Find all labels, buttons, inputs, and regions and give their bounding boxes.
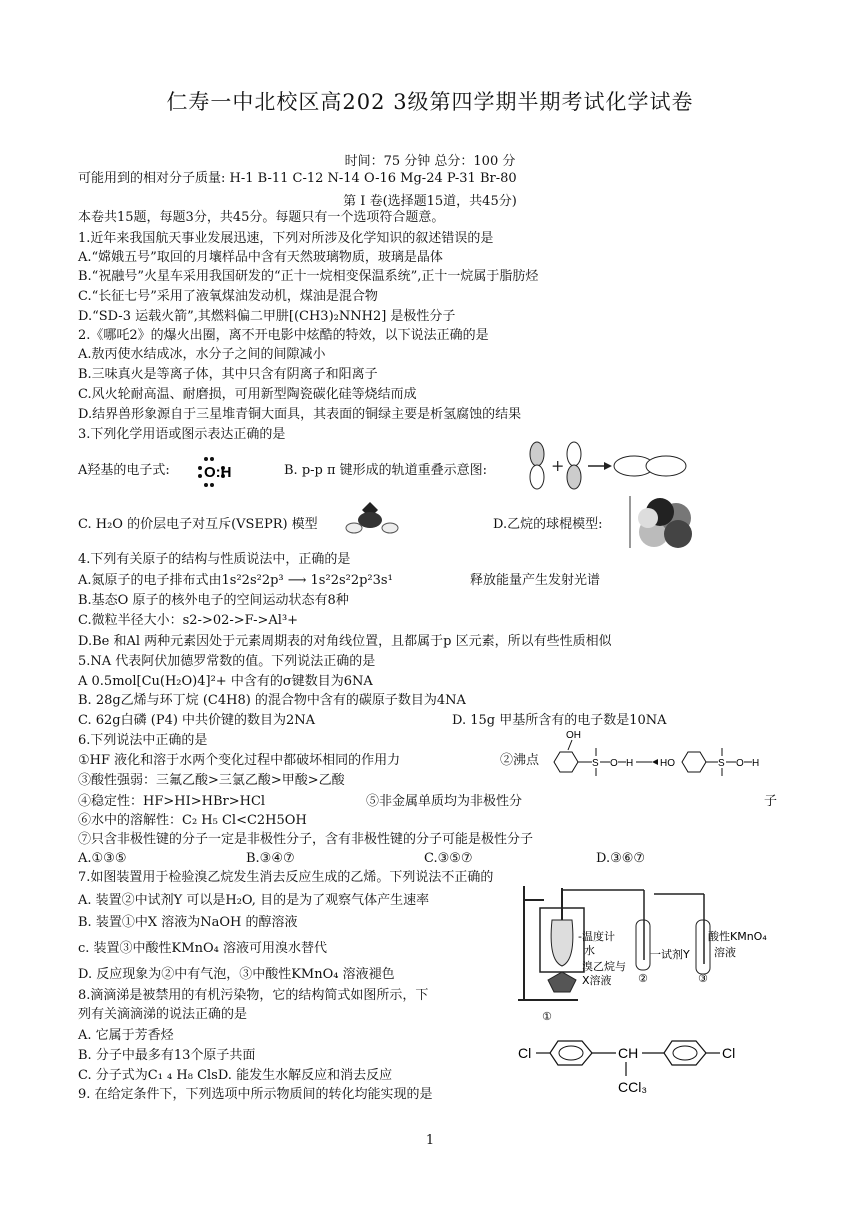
q1-option-c: C.“长征七号”采用了液氧煤油发动机，煤油是混合物 [78,289,378,304]
q4-option-c: C.微粒半径大小：s2->02->F->Al³+ [78,613,299,628]
q5-option-b: B. 28g乙烯与环丁烷 (C4H8) 的混合物中含有的碳原子数目为4NA [78,693,466,708]
q6-option-b: B.③④⑦ [246,851,295,866]
ddt-cl-right: Cl [722,1045,736,1061]
q6-statement-2: ②沸点 [500,753,540,768]
q6-stem: 6.下列说法中正确的是 [78,733,208,748]
apparatus-number-3: ③ [698,972,708,985]
time-total: 时间：75 分钟 总分：100 分 [344,154,516,169]
q6-statement-7: ⑦只含非极性键的分子一定是非极性分子，含有非极性键的分子可能是极性分子 [78,832,534,847]
q3-option-c: C. H₂O 的价层电子对互斥(VSEPR) 模型 [78,517,318,532]
q7-stem: 7.如图装置用于检验溴乙烷发生消去反应生成的乙烯。下列说法不正确的 [78,870,494,885]
q5-option-a: A 0.5mol[Cu(H₂O)4]²+ 中含有的σ键数目为6NA [78,674,373,689]
q4-option-a: A.氮原子的电子排布式由1s²2s²2p³ ⟶ 1s²2s²2p²3s¹ [78,573,393,588]
q1-option-b: B.“祝融号”火星车采用我国研发的“正十一烷相变保温系统”,正十一烷属于脂肪烃 [78,269,539,284]
apparatus-thermometer-label: -温度计 [578,930,615,943]
q8-stem-line-1: 8.滴滴涕是被禁用的有机污染物，它的结构简式如图所示，下 [78,988,429,1003]
q6-statement-5: ⑤非金属单质均为非极性分 [366,794,523,809]
apparatus-kmno4-label: 酸性KMnO₄ [708,930,767,943]
left-s-label: S [592,758,599,769]
q3-stem: 3.下列化学用语或图示表达正确的是 [78,427,286,442]
left-oh-label: OH [566,730,581,741]
q1-option-d: D.“SD-3 运载火箭”,其燃料偏二甲肼[(CH3)₂NNH2] 是极性分子 [78,309,456,324]
q5-option-c: C. 62g白磷 (P4) 中共价键的数目为2NA [78,713,316,728]
left-h-label: H [626,758,634,769]
right-ho-label: HO [660,758,675,769]
q6-option-a: A.①③⑤ [78,851,127,866]
q3-option-b: B. p-p π 键形成的轨道重叠示意图: [284,463,488,478]
q4-option-a-tail: 释放能量产生发射光谱 [470,573,601,588]
q8-option-b: B. 分子中最多有13个原子共面 [78,1048,256,1063]
pp-pi-orbital-figure [522,440,688,490]
q7-option-c: c. 装置③中酸性KMnO₄ 溶液可用溴水替代 [78,941,327,956]
q2-option-b: B.三味真火是等离子体，其中只含有阴离子和阳离子 [78,367,378,382]
q2-stem: 2.《哪吒2》的爆火出圈，离不开电影中炫酷的特效，以下说法正确的是 [78,328,489,343]
q8-option-c: C. 分子式为C₁ ₄ H₈ ClsD. 能发生水解反应和消去反应 [78,1068,393,1083]
q1-stem: 1.近年来我国航天事业发展迅速，下列对所涉及化学知识的叙述错误的是 [78,231,494,246]
hydroxyl-o-label: O:H [204,464,232,481]
q4-option-b: B.基态O 原子的核外电子的空间运动状态有8种 [78,593,349,608]
q7-option-b: B. 装置①中X 溶液为NaOH 的醇溶液 [78,915,298,930]
q2-option-a: A.敖丙使水结成冰，水分子之间的间隙减小 [78,347,326,362]
apparatus-number-2: ② [638,972,648,985]
ddt-ccl3: CCl₃ [618,1079,648,1095]
right-o-label: O [736,758,744,769]
sulfonic-acid-structures-figure [548,728,788,784]
ddt-cl-left: Cl [518,1045,532,1061]
atomic-masses: 可能用到的相对分子质量: H-1 B-11 C-12 N-14 O-16 Mg-24 P-31 Br-80 [78,171,517,186]
q8-stem-line-2: 列有关滴滴涕的说法正确的是 [78,1007,248,1022]
apparatus-figure [518,880,780,1030]
right-s-label: S [718,758,725,769]
q6-statement-6: ⑥水中的溶解性：C₂ H₅ Cl<C2H5OH [78,813,307,828]
q5-option-d: D. 15g 甲基所含有的电子数是10NA [452,713,667,728]
ddt-ch: CH [618,1045,639,1061]
q7-option-d: D. 反应现象为②中有气泡，③中酸性KMnO₄ 溶液褪色 [78,967,395,982]
q4-option-d: D.Be 和Al 两种元素因处于元素周期表的对角线位置，且都属于p 区元素，所以有些性质相似 [78,634,612,649]
q6-statement-4: ④稳定性：HF>HI>HBr>HCl [78,794,266,809]
q8-option-a: A. 它属于芳香烃 [78,1028,174,1043]
apparatus-reagent-label: 溴乙烷与 [582,960,626,973]
page-number: 1 [425,1133,435,1148]
exam-title: 仁寿一中北校区高202 3级第四学期半期考试化学试卷 [166,90,694,114]
hydroxyl-electron-dot-figure [196,455,246,489]
apparatus-x-solution-label: X溶液 [582,974,612,987]
section-heading: 第 I 卷(选择题15道，共45分) [343,194,517,209]
h2o-vsepr-figure [340,500,420,536]
q7-option-a: A. 装置②中试剂Y 可以是H₂O, 目的是为了观察气体产生速率 [78,893,430,908]
apparatus-solution-label: 溶液 [714,946,736,959]
q6-option-c: C.③⑤⑦ [424,851,473,866]
q6-statement-5-tail: 子 [764,794,778,809]
ethane-model-figure [628,494,698,550]
apparatus-water-label: 水 [584,944,595,957]
q1-option-a: A.“嫦娥五号”取回的月壤样品中含有天然玻璃物质，玻璃是晶体 [78,250,443,265]
apparatus-number-1: ① [542,1010,552,1023]
q6-option-d: D.③⑥⑦ [596,851,646,866]
left-o-label: O [610,758,618,769]
q5-stem: 5.NA 代表阿伏加德罗常数的值。下列说法正确的是 [78,654,376,669]
q9-stem: 9. 在给定条件下，下列选项中所示物质间的转化均能实现的是 [78,1087,433,1102]
ddt-structure-figure [514,1030,754,1100]
q6-statement-3: ③酸性强弱：三氟乙酸>三氯乙酸>甲酸>乙酸 [78,773,345,788]
q6-statement-1: ①HF 液化和溶于水两个变化过程中都破坏相同的作用力 [78,753,401,768]
apparatus-reagent-y-label: 一试剂Y [650,948,690,961]
q2-option-d: D.结界兽形象源自于三星堆青铜大面具，其表面的铜绿主要是析氢腐蚀的结果 [78,407,522,422]
instructions: 本卷共15题，每题3分，共45分。每题只有一个选项符合题意。 [78,210,445,225]
q3-option-d: D.乙烷的球棍模型: [493,517,603,532]
q4-stem: 4.下列有关原子的结构与性质说法中，正确的是 [78,552,351,567]
q3-option-a: A羟基的电子式: [78,463,170,478]
q2-option-c: C.风火轮耐高温、耐磨损，可用新型陶瓷碳化硅等烧结而成 [78,387,417,402]
svg-text:+: + [551,456,565,475]
right-h-label: H [752,758,760,769]
